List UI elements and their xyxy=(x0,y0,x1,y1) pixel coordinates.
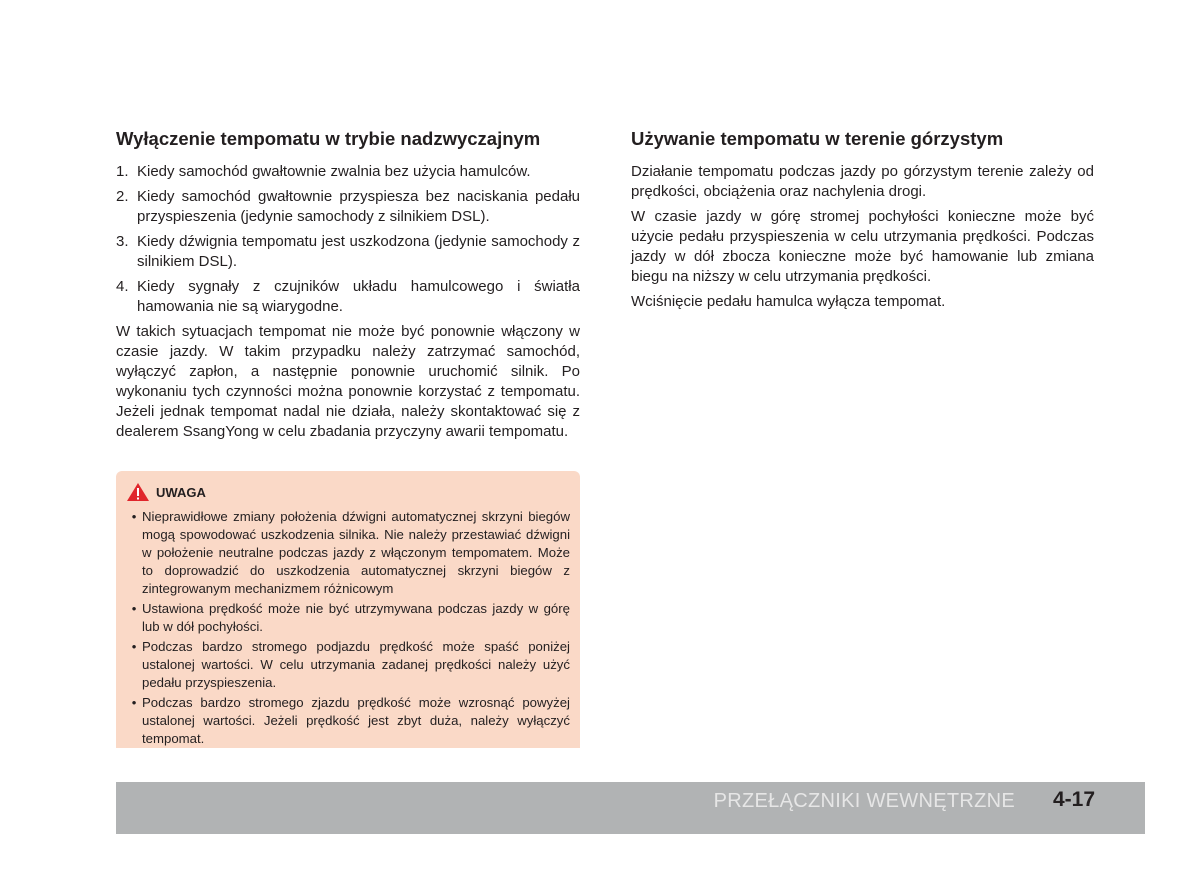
list-item-text: Kiedy samochód gwałtownie zwalnia bez użycia hamulców. xyxy=(137,163,531,180)
left-paragraph: W takich sytuacjach tempomat nie może być ponownie włączony w czasie jazdy. W takim przypadku należy zatrzymać samochód, wyłączyć zapłon, a następnie ponownie uruchomić silnik. Po wykonaniu tych czynności można ponownie korzystać z tempomatu. Jeżeli jednak tempomat nadal nie działa, należy skontaktować się z dealerem SsangYong w celu zbadania przyczyny awarii tempomatu. xyxy=(116,323,580,440)
warning-bullet xyxy=(126,694,570,748)
list-item-text: Kiedy sygnały z czujników układu hamulcowego i światła hamowania nie są wiarygodne. xyxy=(137,278,580,315)
warning-bullet-text: Ustawiona prędkość może nie być utrzymywana podczas jazdy w górę lub w dół pochyłości. xyxy=(142,601,570,634)
list-item xyxy=(116,162,580,182)
bullet-dot: • xyxy=(131,639,137,654)
warning-box xyxy=(116,471,580,748)
right-paragraph: Działanie tempomatu podczas jazdy po górzystym terenie zależy od prędkości, obciążenia oraz nachylenia drogi. xyxy=(631,163,1094,200)
right-heading: Używanie tempomatu w terenie górzystym xyxy=(631,128,1004,149)
section-title: PRZEŁĄCZNIKI WEWNĘTRZNE xyxy=(713,790,1015,812)
list-item-number: 2. xyxy=(116,188,129,205)
warning-bullet-text: Podczas bardzo stromego podjazdu prędkość może spaść poniżej ustalonej wartości. W celu utrzymania zadanej prędkości należy użyć pedału przyspieszenia. xyxy=(142,639,570,690)
right-column xyxy=(631,126,1094,317)
list-item xyxy=(116,277,580,317)
right-paragraph: Wciśnięcie pedału hamulca wyłącza tempomat. xyxy=(631,293,946,310)
page-footer xyxy=(116,782,1145,834)
bullet-dot: • xyxy=(131,695,137,710)
left-column xyxy=(116,126,580,447)
list-item-text: Kiedy dźwignia tempomatu jest uszkodzona (jedynie samochody z silnikiem DSL). xyxy=(137,233,580,270)
bullet-dot: • xyxy=(131,509,137,524)
list-item xyxy=(116,232,580,272)
list-item-number: 3. xyxy=(116,233,129,250)
warning-header xyxy=(126,481,570,503)
warning-bullet xyxy=(126,638,570,692)
warning-bullets xyxy=(126,508,570,748)
warning-bullet-text: Podczas bardzo stromego zjazdu prędkość może wzrosnąć powyżej ustalonej wartości. Jeżeli prędkość jest zbyt duża, należy wyłączyć tempomat. xyxy=(142,695,570,746)
bullet-dot: • xyxy=(131,601,137,616)
right-paragraph: W czasie jazdy w górę stromej pochyłości konieczne może być użycie pedału przyspieszenia w celu utrzymania prędkości. Podczas jazdy w dół zbocza konieczne może być hamowanie lub zmiana biegu na niższy w celu utrzymania prędkości. xyxy=(631,208,1094,285)
warning-title: UWAGA xyxy=(156,484,206,500)
list-item xyxy=(116,187,580,227)
page-number: 4-17 xyxy=(1052,788,1095,811)
warning-bullet-text: Nieprawidłowe zmiany położenia dźwigni automatycznej skrzyni biegów mogą spowodować uszkodzenia silnika. Nie należy przestawiać dźwigni w położenie neutralne podczas jazdy z włączonym tempomatem. Może to doprowadzić do uszkodzenia automatycznej skrzyni biegów z zintegrowanym mechanizmem różnicowym xyxy=(142,509,570,596)
emergency-conditions-list xyxy=(116,162,580,317)
left-heading: Wyłączenie tempomatu w trybie nadzwyczajnym xyxy=(116,128,541,149)
list-item-number: 1. xyxy=(116,163,129,180)
warning-triangle-icon xyxy=(126,482,150,502)
warning-bullet xyxy=(126,600,570,636)
warning-bullet xyxy=(126,508,570,598)
list-item-text: Kiedy samochód gwałtownie przyspiesza bez naciskania pedału przyspieszenia (jedynie samochody z silnikiem DSL). xyxy=(137,188,580,225)
list-item-number: 4. xyxy=(116,278,129,295)
